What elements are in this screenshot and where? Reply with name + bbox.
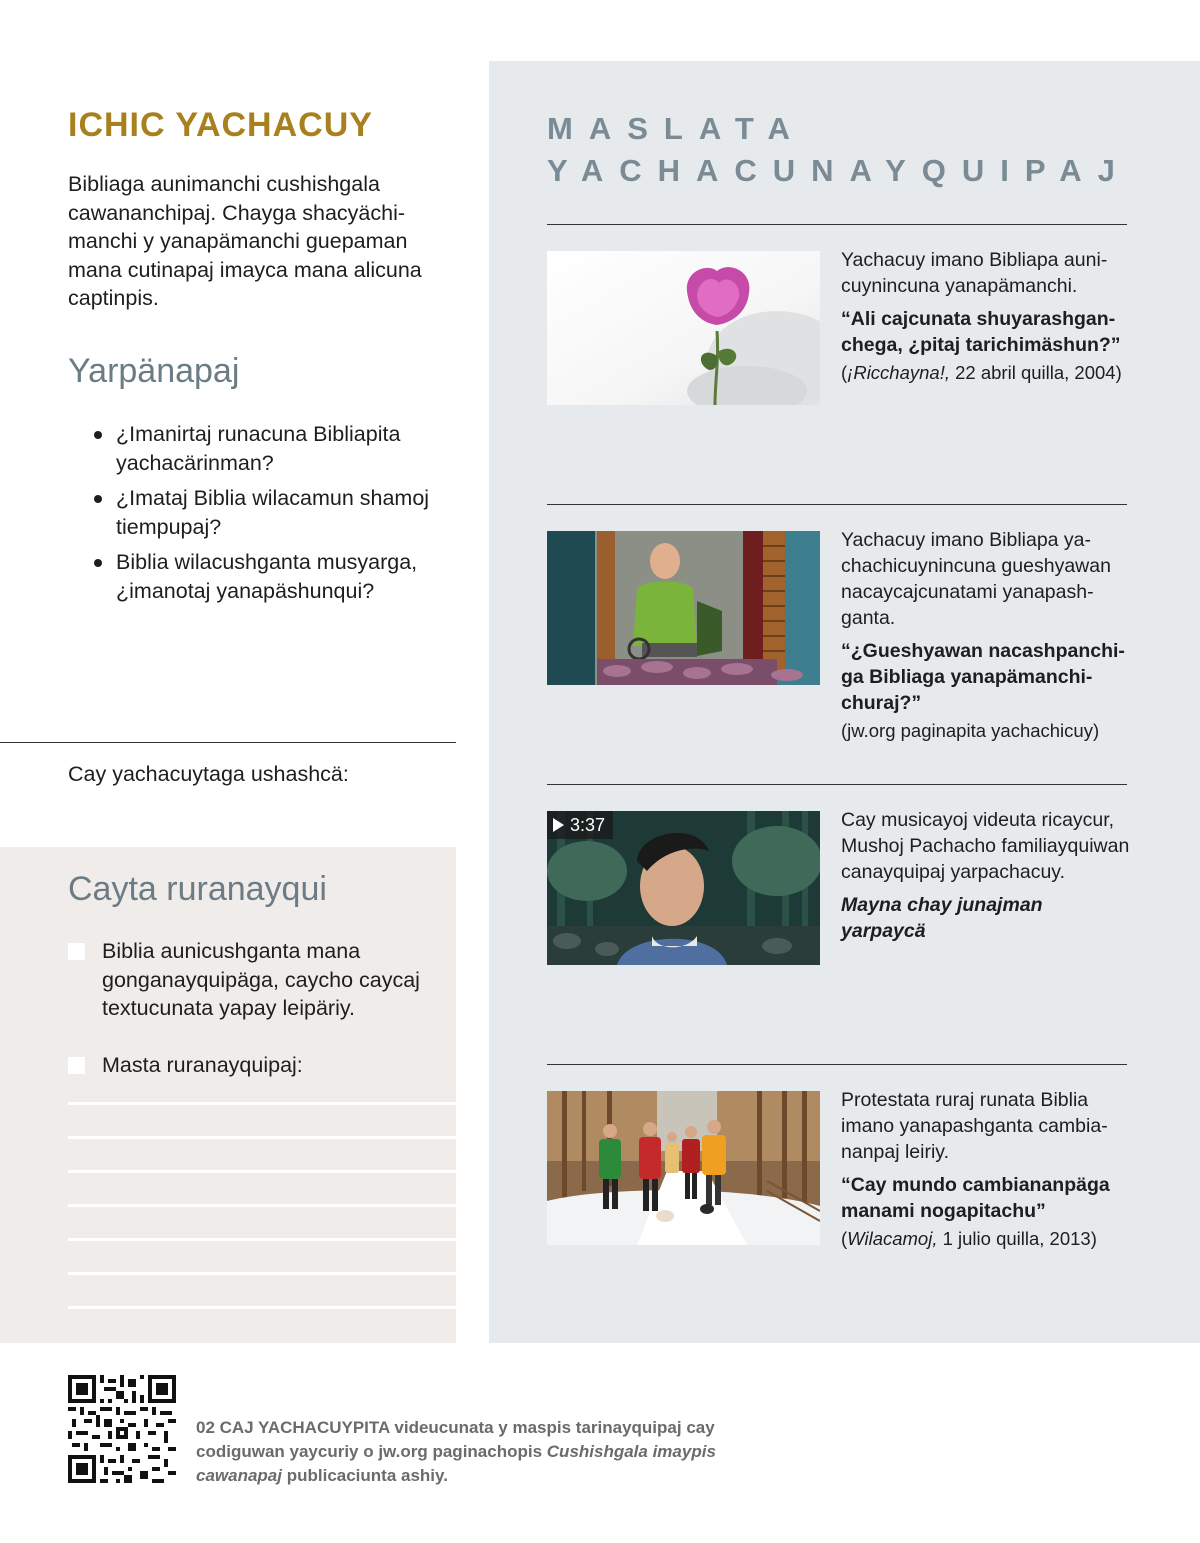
resource-source: (¡Ricchayna!, 22 abril quilla, 2004): [841, 362, 1122, 383]
todo-item-label: Biblia aunicushganta mana gonganayquipäga, caycho caycaj textucunata yapay leipäriy.: [102, 939, 420, 1020]
resource-title[interactable]: “Ali cajcunata shuyarashganchega, ¿pitaj tarichimäshun?”: [841, 308, 1121, 356]
man-at-window-image[interactable]: [547, 531, 820, 685]
writing-line[interactable]: [68, 1102, 456, 1105]
section-title: ICHIC YACHACUY: [68, 106, 373, 144]
resource-item: Yachacuy imano Bibliapa yachachicuynincuna gueshyawan nacaycajcunatami yanapashganta. “¿Gueshyawan nacashpanchiga Bibliaga yanapämanchichuraj?” (jw.org paginapita yachachicuy): [841, 527, 1131, 744]
resource-title[interactable]: “¿Gueshyawan nacashpanchiga Bibliaga yanapämanchichuraj?”: [841, 640, 1125, 714]
resource-title[interactable]: Mayna chay junajman yarpaycä: [841, 894, 1043, 942]
divider: [547, 224, 1127, 225]
todo-item: [68, 1051, 438, 1080]
resource-item: Protestata ruraj runata Biblia imano yanapashganta cambiananpaj leiriy. “Cay mundo cambiananpäga manami nogapitachu” (Wilacamoj, 1 julio quilla, 2013): [841, 1087, 1131, 1252]
todo-heading: Cayta ruranayqui: [68, 870, 327, 908]
resource-source: (Wilacamoj, 1 julio quilla, 2013): [841, 1228, 1097, 1249]
family-in-snow-image[interactable]: [547, 1091, 820, 1245]
writing-line[interactable]: [68, 1272, 456, 1275]
music-video-thumbnail[interactable]: [547, 811, 820, 965]
questions-heading: Yarpänapaj: [68, 352, 240, 390]
panel-heading: MASLATA YACHACUNAYQUIPAJ: [547, 111, 1131, 188]
divider: [547, 504, 1127, 505]
todo-item: [68, 937, 438, 1023]
question-item: Biblia wilacushganta musyarga, ¿imanotaj yanapäshunqui?: [92, 548, 462, 605]
divider: [547, 784, 1127, 785]
todo-item-label: Masta ruranayquipaj:: [102, 1053, 303, 1077]
play-icon[interactable]: [553, 818, 564, 832]
question-item: ¿Imataj Biblia wilacamun shamoj tiempupaj?: [92, 484, 462, 541]
writing-line[interactable]: [68, 1136, 456, 1139]
footer-note: 02 CAJ YACHACUYPITA videucunata y maspis tarinayquipaj cay codiguwan yaycuriy o jw.org paginachopis Cushishgala imaypis cawanapaj publicaciunta ashiy.: [196, 1418, 716, 1485]
qr-code-icon[interactable]: [68, 1375, 176, 1483]
todo-box: [0, 847, 456, 1343]
resource-title[interactable]: “Cay mundo cambiananpäga manami nogapitachu”: [841, 1174, 1110, 1222]
questions-list: [92, 420, 462, 612]
completed-date-label: Cay yachacuytaga ushashcä:: [68, 762, 349, 786]
flower-image[interactable]: [547, 251, 820, 405]
writing-line[interactable]: [68, 1204, 456, 1207]
intro-paragraph: Bibliaga aunimanchi cushishgala cawananchipaj. Chayga shacyächimanchi y yanapämanchi guepaman mana cutinapaj imayca mana alicuna captinpis.: [68, 172, 422, 310]
resource-item: Yachacuy imano Bibliapa aunicuynincuna yanapämanchi. “Ali cajcunata shuyarashganchega, ¿pitaj tarichimäshun?” (¡Ricchayna!, 22 abril quilla, 2004): [841, 247, 1131, 386]
video-duration-badge: 3:37: [547, 811, 613, 839]
writing-line[interactable]: [68, 1238, 456, 1241]
checkbox[interactable]: [68, 1057, 85, 1074]
resource-item: Cay musicayoj videuta ricaycur, Mushoj Pachacho familiayquiwan canayquipaj yarpachacuy. Mayna chay junajman yarpaycä: [841, 809, 1130, 942]
writing-line[interactable]: [68, 1306, 456, 1309]
writing-line[interactable]: [68, 1170, 456, 1173]
resource-source: (jw.org paginapita yachachicuy): [841, 720, 1100, 741]
divider: [547, 1064, 1127, 1065]
question-item: ¿Imanirtaj runacuna Bibliapita yachacärinman?: [92, 420, 462, 477]
divider: [0, 742, 456, 743]
checkbox[interactable]: [68, 943, 85, 960]
